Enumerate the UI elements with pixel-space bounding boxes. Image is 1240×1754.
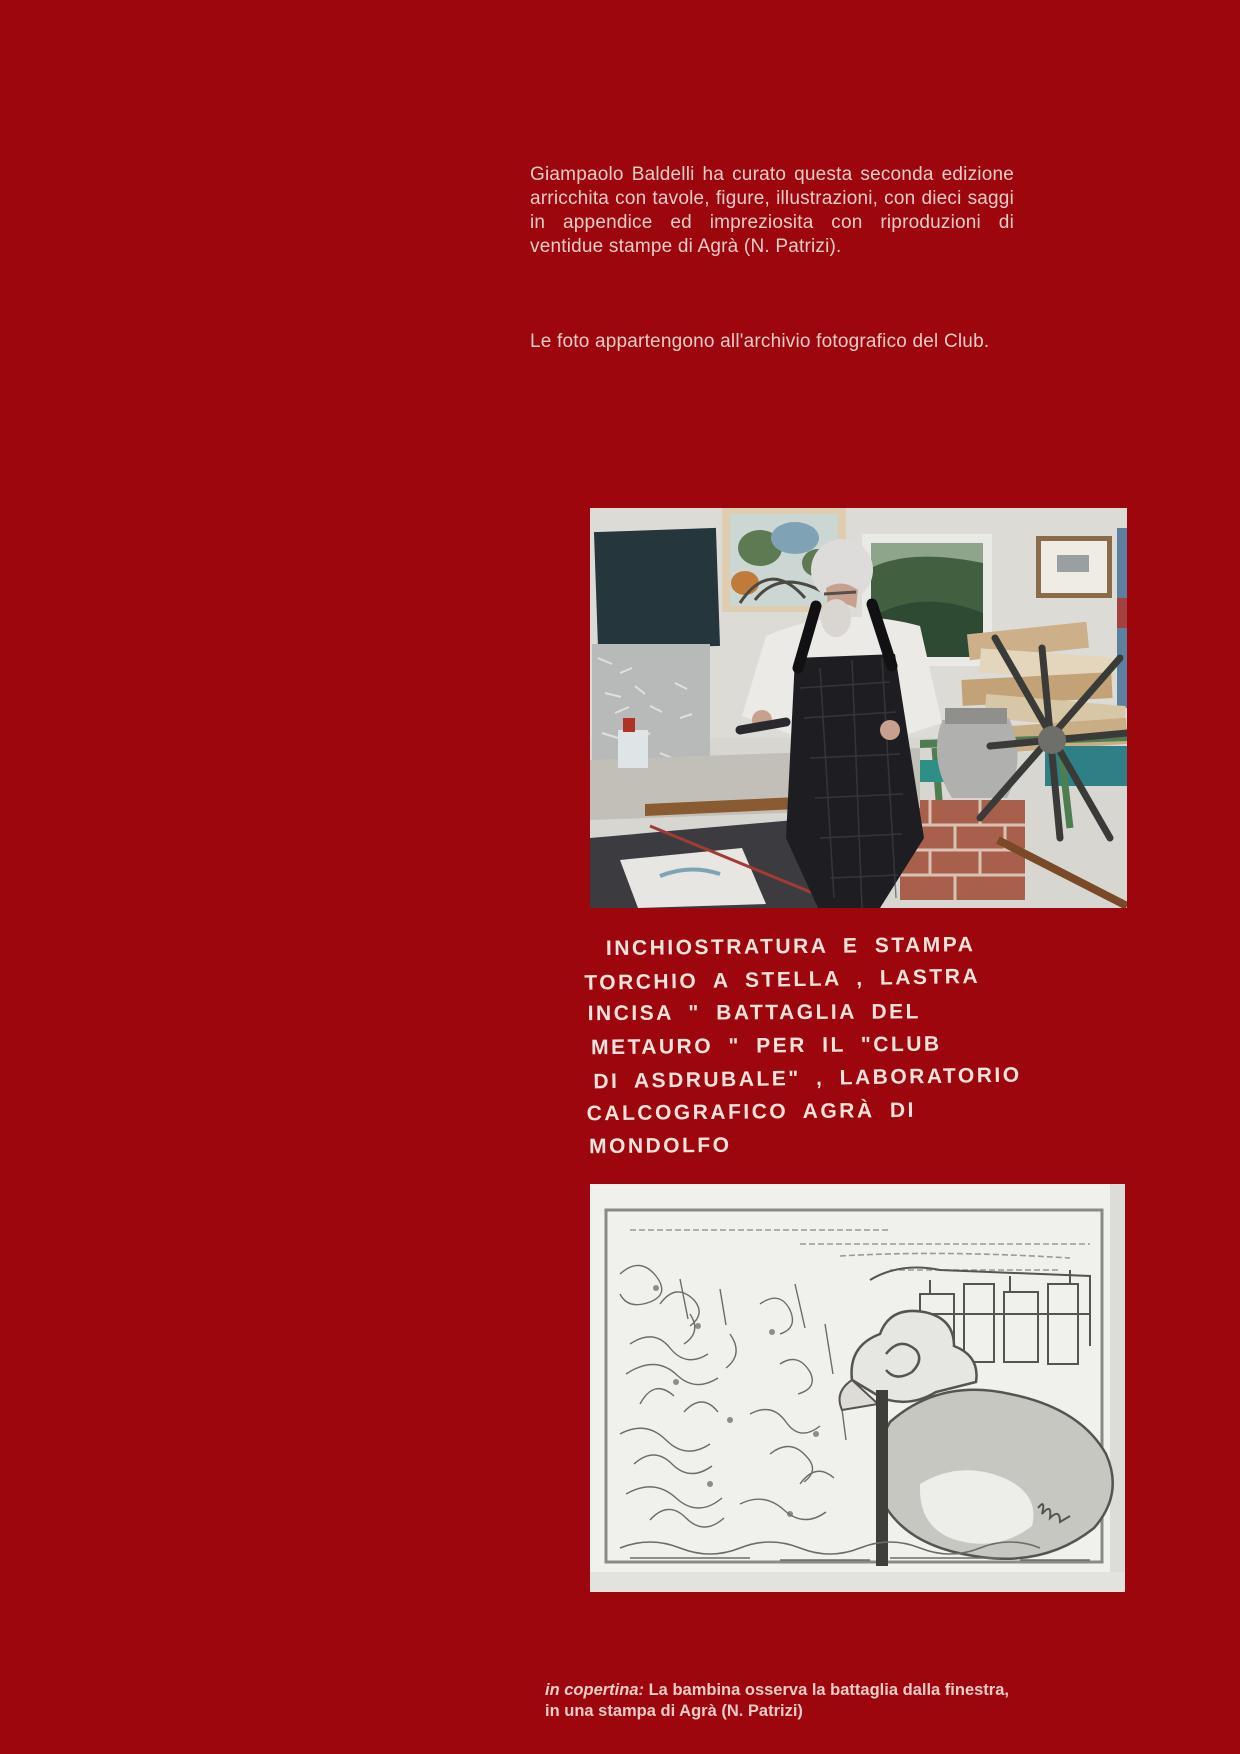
intro-paragraph-edition: Giampaolo Baldelli ha curato questa seconda edizione arricchita con tavole, figure, illustrazioni, con dieci saggi in appendice ed impreziosita con riproduzioni di ventidue stampe di Agrà (N. Patrizi). [530, 164, 1014, 257]
cover-caption-lead: in copertina: [545, 1680, 645, 1699]
handwritten-caption [584, 928, 1023, 1164]
etching-illustration [590, 1184, 1125, 1592]
handwritten-line: MONDOLFO [588, 1133, 732, 1159]
workshop-photograph [590, 508, 1127, 908]
handwritten-line: INCHIOSTRATURA E STAMPA [605, 933, 976, 961]
etching-print-image [590, 1184, 1125, 1592]
handwritten-line: METAURO " PER IL "CLUB [590, 1032, 942, 1060]
cover-caption [545, 1680, 1013, 1722]
handwritten-line: DI ASDRUBALE" , LABORATORIO [593, 1063, 1022, 1094]
handwritten-line: TORCHIO A STELLA , LASTRA [584, 964, 981, 995]
cover-caption-text: La bambina osserva la battaglia dalla finestra, in una stampa di Agrà (N. Patrizi) [545, 1680, 1009, 1720]
handwritten-line: CALCOGRAFICO AGRÀ DI [586, 1098, 917, 1126]
workshop-photo-illustration [590, 508, 1127, 908]
intro-paragraph-photos: Le foto appartengono all'archivio fotografico del Club. [530, 331, 990, 352]
handwritten-line: INCISA " BATTAGLIA DEL [587, 1000, 921, 1026]
